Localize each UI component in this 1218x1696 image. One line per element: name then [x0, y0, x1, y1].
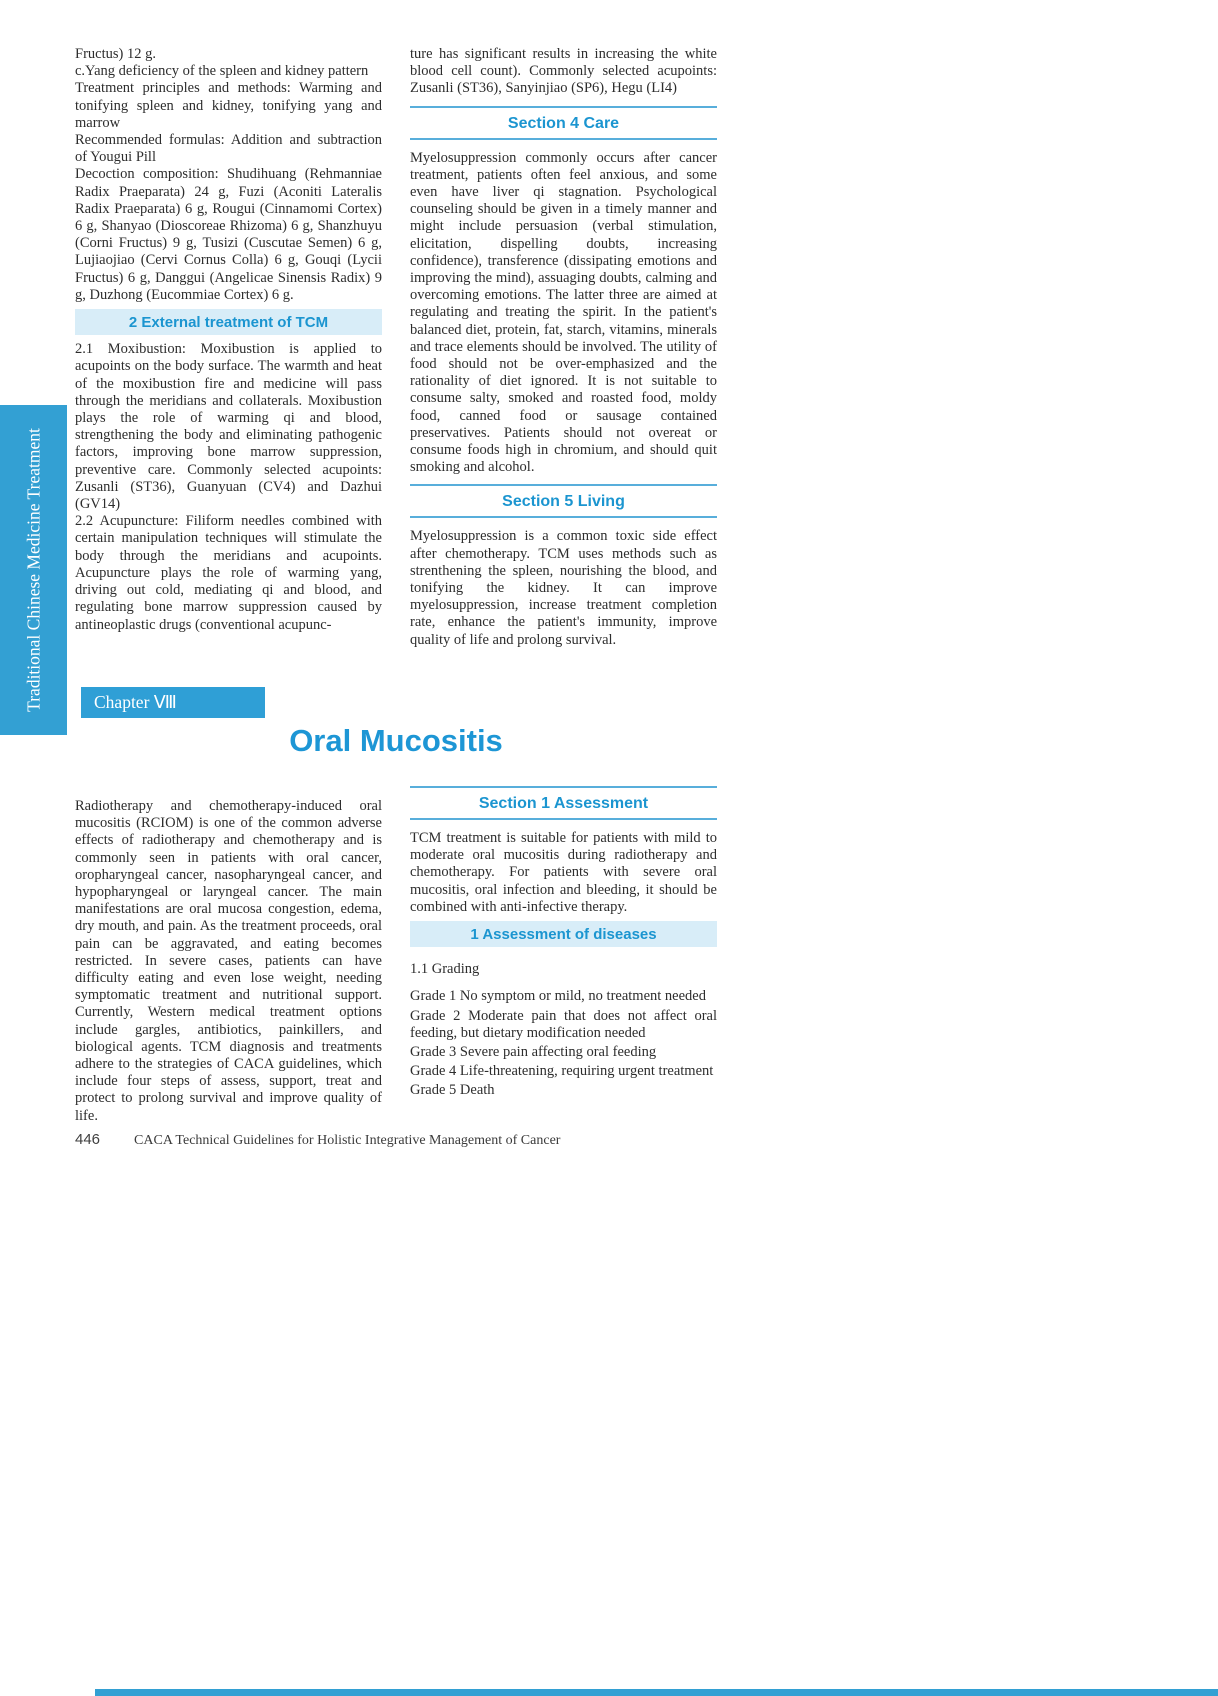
left-column-bottom [75, 798, 382, 1125]
page-footer [75, 1131, 735, 1149]
paragraph: Decoction composition: Shudihuang (Rehmanniae Radix Praeparata) 24 g, Fuzi (Aconiti Lateralis Radix Praeparata) 6 g, Rougui (Cinnamomi Cortex) 6 g, Shanyao (Dioscoreae Rhizoma) 6 g, Shanzhuyu (Corni Fructus) 9 g, Tusizi (Cuscutae Semen) 6 g, Lujiaojiao (Cervi Cornus Colla) 6 g, Gouqi (Lycii Fructus) 6 g, Danggui (Angelicae Sinensis Radix) 9 g, Duzhong (Eucommiae Cortex) 6 g. [75, 166, 382, 303]
chapter-sidebar-tab [0, 405, 67, 735]
left-column-top [75, 46, 382, 634]
paragraph: Myelosuppression is a common toxic side effect after chemotherapy. TCM uses methods such as strenthening the spleen, nourishing the blood, and tonifying the kidney. It can improve myelosuppression, increase treatment completion rate, enhance the patient's immunity, improve quality of life and prolong survival. [410, 528, 717, 648]
paragraph: 2.1 Moxibustion: Moxibustion is applied to acupoints on the body surface. The warmth and heat of the moxibustion fire and medicine will pass through the meridians and collaterals. Moxibustion plays the role of warming qi and blood, strengthening the body and eliminating pathogenic factors, improving bone marrow suppression, preventive care. Commonly selected acupoints: Zusanli (ST36), Guanyuan (CV4) and Dazhui (GV14) [75, 341, 382, 513]
grade-item: Grade 2 Moderate pain that does not affect oral feeding, but dietary modification needed [410, 1007, 717, 1041]
paragraph: Fructus) 12 g. [75, 46, 156, 62]
section-heading-assessment: Section 1 Assessment [410, 786, 717, 820]
grade-item: Grade 3 Severe pain affecting oral feeding [410, 1044, 657, 1061]
paragraph: Recommended formulas: Addition and subtraction of Yougui Pill [75, 132, 382, 166]
grade-item: Grade 4 Life-threatening, requiring urgent treatment [410, 1063, 714, 1080]
grading-label: 1.1 Grading [410, 961, 480, 978]
right-column-bottom [410, 786, 717, 1102]
chapter-badge: Chapter Ⅷ [81, 687, 265, 718]
paragraph: 2.2 Acupuncture: Filiform needles combined with certain manipulation techniques will stimulate the body through the meridians and acupoints. Acupuncture plays the role of warming yang, driving out cold, mediating qi and blood, and regulating bone marrow suppression caused by antineoplastic drugs (conventional acupunc- [75, 513, 382, 633]
footer-book-title: CACA Technical Guidelines for Holistic Integrative Management of Cancer [134, 1133, 561, 1148]
right-column-top [410, 46, 717, 649]
grade-item: Grade 1 No symptom or mild, no treatment needed [410, 988, 706, 1005]
paragraph: Treatment principles and methods: Warming and tonifying spleen and kidney, tonifying yang and marrow [75, 80, 382, 131]
bottom-edge-bar [95, 1689, 1218, 1696]
subsection-heading-assessment-of-diseases: 1 Assessment of diseases [410, 921, 717, 947]
paragraph: c.Yang deficiency of the spleen and kidney pattern [75, 63, 369, 80]
sidebar-vertical-label: Traditional Chinese Medicine Treatment [23, 428, 43, 712]
paragraph: ture has significant results in increasing the white blood cell count). Commonly selected acupoints: Zusanli (ST36), Sanyinjiao (SP6), Hegu (LI4) [410, 46, 717, 97]
paragraph: Myelosuppression commonly occurs after cancer treatment, patients often feel anxious, and some even have liver qi stagnation. Psychological counseling should be given in a timely manner and might include persuasion (verbal stimulation, elicitation, dispelling doubts, increasing confidence), transference (dissipating emotions and improving the mind), assuaging doubts, calming and overcoming emotions. The latter three are aimed at regulating and treating the spirit. In the patient's balanced diet, protein, fat, starch, vitamins, minerals and trace elements should be involved. The utility of food should not be over-emphasized and the rationality of diet ignored. It is not suitable to consume salty, smoked and roasted food, moldy food, canned food or sausage contained preservatives. Patients should not overeat or consume foods high in chromium, and should quit smoking and alcohol. [410, 149, 717, 476]
section-heading-care: Section 4 Care [410, 106, 717, 140]
chapter-title: Oral Mucositis [289, 723, 503, 758]
section-heading-living: Section 5 Living [410, 484, 717, 518]
page-number: 446 [75, 1131, 101, 1148]
grade-item: Grade 5 Death [410, 1082, 495, 1099]
paragraph: TCM treatment is suitable for patients with mild to moderate oral mucositis during radiotherapy and chemotherapy. For patients with severe oral mucositis, oral infection and bleeding, it should be combined with anti-infective therapy. [410, 830, 717, 915]
subsection-heading-external-treatment: 2 External treatment of TCM [75, 309, 382, 335]
paragraph: Radiotherapy and chemotherapy-induced oral mucositis (RCIOM) is one of the common adverse effects of radiotherapy and chemotherapy and is commonly seen in patients with oral cancer, oropharyngeal cancer, nasopharyngeal cancer, and hypopharyngeal or laryngeal cancer. The main manifestations are oral mucosa congestion, edema, dry mouth, and pain. As the treatment proceeds, oral pain can be aggravated, and eating becomes restricted. In severe cases, patients can have difficulty eating and even lose weight, needing symptomatic treatment and nutritional support. Currently, Western medical treatment options include gargles, antibiotics, painkillers, and biological agents. TCM diagnosis and treatments adhere to the strategies of CACA guidelines, which include four steps of assess, support, treat and protect to prolong survival and improve quality of life. [75, 798, 382, 1124]
